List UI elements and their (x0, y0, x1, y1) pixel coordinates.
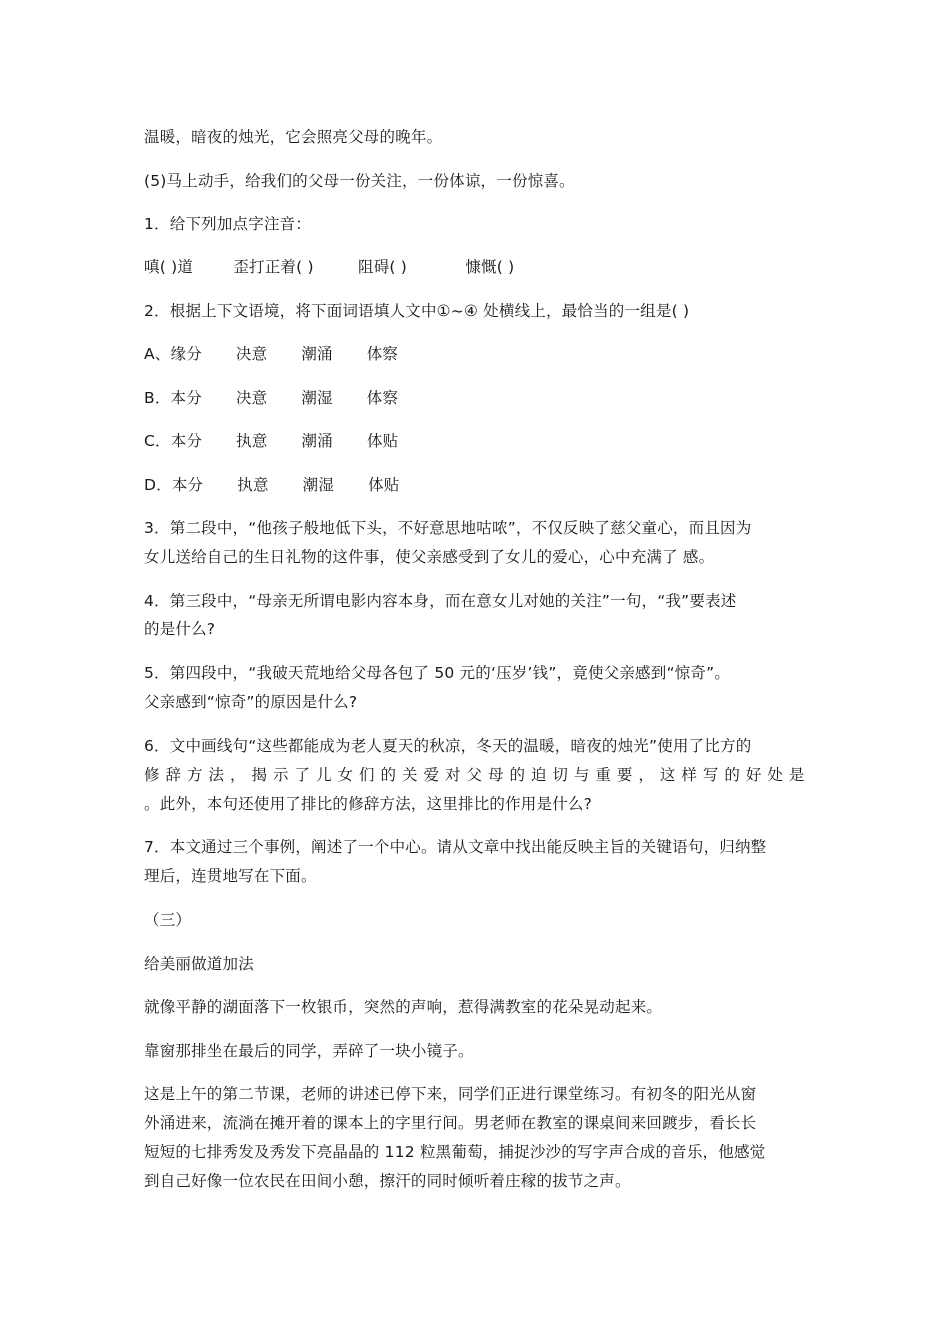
question-4-line: 的是什么? (144, 620, 216, 638)
pinyin-item: 嗔( )道 (144, 258, 194, 276)
option-c (144, 427, 398, 455)
option-word: 执意 (236, 432, 268, 450)
question-7-line: 理后，连贯地写在下面。 (144, 867, 317, 885)
option-word: 体察 (366, 345, 399, 363)
question-6-line: 修辞方法，揭示了儿女们的关爱对父母的迫切与重要，这样写的好处是 (144, 766, 808, 784)
question-1: 1．给下列加点字注音： (144, 215, 312, 233)
question-1-items (144, 253, 514, 281)
article-title: 给美丽做道加法 (144, 955, 254, 973)
option-word: 潮涌 (301, 432, 333, 450)
question-4-line: 4．第三段中，“母亲无所谓电影内容本身，而在意女儿对她的关注”一句，“我”要表述 (144, 592, 737, 610)
paragraph-line: (5)马上动手，给我们的父母一份关注，一份体谅，一份惊喜。 (144, 172, 575, 190)
question-6-line: 6．文中画线句“这些都能成为老人夏天的秋凉，冬天的温暖，暗夜的烛光”使用了比方的 (144, 737, 752, 755)
option-a (144, 340, 398, 368)
question-2: 2．根据上下文语境，将下面词语填人文中①~④ 处横线上，最恰当的一组是( ) (144, 302, 690, 320)
option-word: 体贴 (368, 476, 400, 494)
option-word: 决意 (235, 389, 268, 407)
paragraph-line: 外涌进来，流淌在摊开着的课本上的字里行间。男老师在教室的课桌间来回踱步，看长长 (144, 1114, 757, 1132)
pinyin-item: 慷慨( ) (465, 258, 515, 276)
paragraph-line: 温暖，暗夜的烛光，它会照亮父母的晚年。 (144, 128, 443, 146)
option-label: A、缘分 (144, 345, 202, 363)
paragraph-line: 这是上午的第二节课，老师的讲述已停下来，同学们正进行课堂练习。有初冬的阳光从窗 (144, 1085, 757, 1103)
pinyin-item: 歪打正着( ) (233, 258, 314, 276)
section-heading: （三） (144, 911, 192, 929)
question-5-line: 父亲感到“惊奇”的原因是什么? (144, 693, 358, 711)
question-3-line: 女儿送给自己的生日礼物的这件事，使父亲感受到了女儿的爱心，心中充满了 感。 (144, 548, 715, 566)
option-word: 体察 (366, 389, 399, 407)
option-label: B．本分 (144, 389, 202, 407)
question-3-line: 3．第二段中，“他孩子般地低下头，不好意思地咕哝”，不仅反映了慈父童心，而且因为 (144, 519, 752, 537)
paragraph-line: 到自己好像一位农民在田间小憩，擦汗的同时倾听着庄稼的拔节之声。 (144, 1172, 631, 1190)
question-5-line: 5．第四段中，“我破天荒地给父母各包了 50 元的‘压岁’钱”，竟使父亲感到“惊奇”。 (144, 664, 731, 682)
option-label: D．本分 (144, 476, 204, 494)
paragraph-line: 靠窗那排坐在最后的同学，弄碎了一块小镜子。 (144, 1042, 474, 1060)
paragraph-line: 就像平静的湖面落下一枚银币，突然的声响，惹得满教室的花朵晃动起来。 (144, 998, 663, 1016)
question-6-line: 。此外，本句还使用了排比的修辞方法，这里排比的作用是什么? (144, 795, 593, 813)
option-d (144, 471, 399, 499)
option-word: 潮湿 (302, 476, 335, 494)
option-b (144, 384, 398, 412)
option-word: 决意 (235, 345, 268, 363)
option-word: 体贴 (366, 432, 399, 450)
question-7-line: 7．本文通过三个事例，阐述了一个中心。请从文章中找出能反映主旨的关键语句，归纳整 (144, 838, 767, 856)
option-word: 潮涌 (301, 345, 333, 363)
option-word: 潮湿 (301, 389, 333, 407)
option-word: 执意 (237, 476, 269, 494)
option-label: C．本分 (144, 432, 203, 450)
paragraph-line: 短短的七排秀发及秀发下亮晶晶的 112 粒黑葡萄，捕捉沙沙的写字声合成的音乐，他感觉 (144, 1143, 766, 1161)
pinyin-item: 阻碍( ) (358, 258, 408, 276)
